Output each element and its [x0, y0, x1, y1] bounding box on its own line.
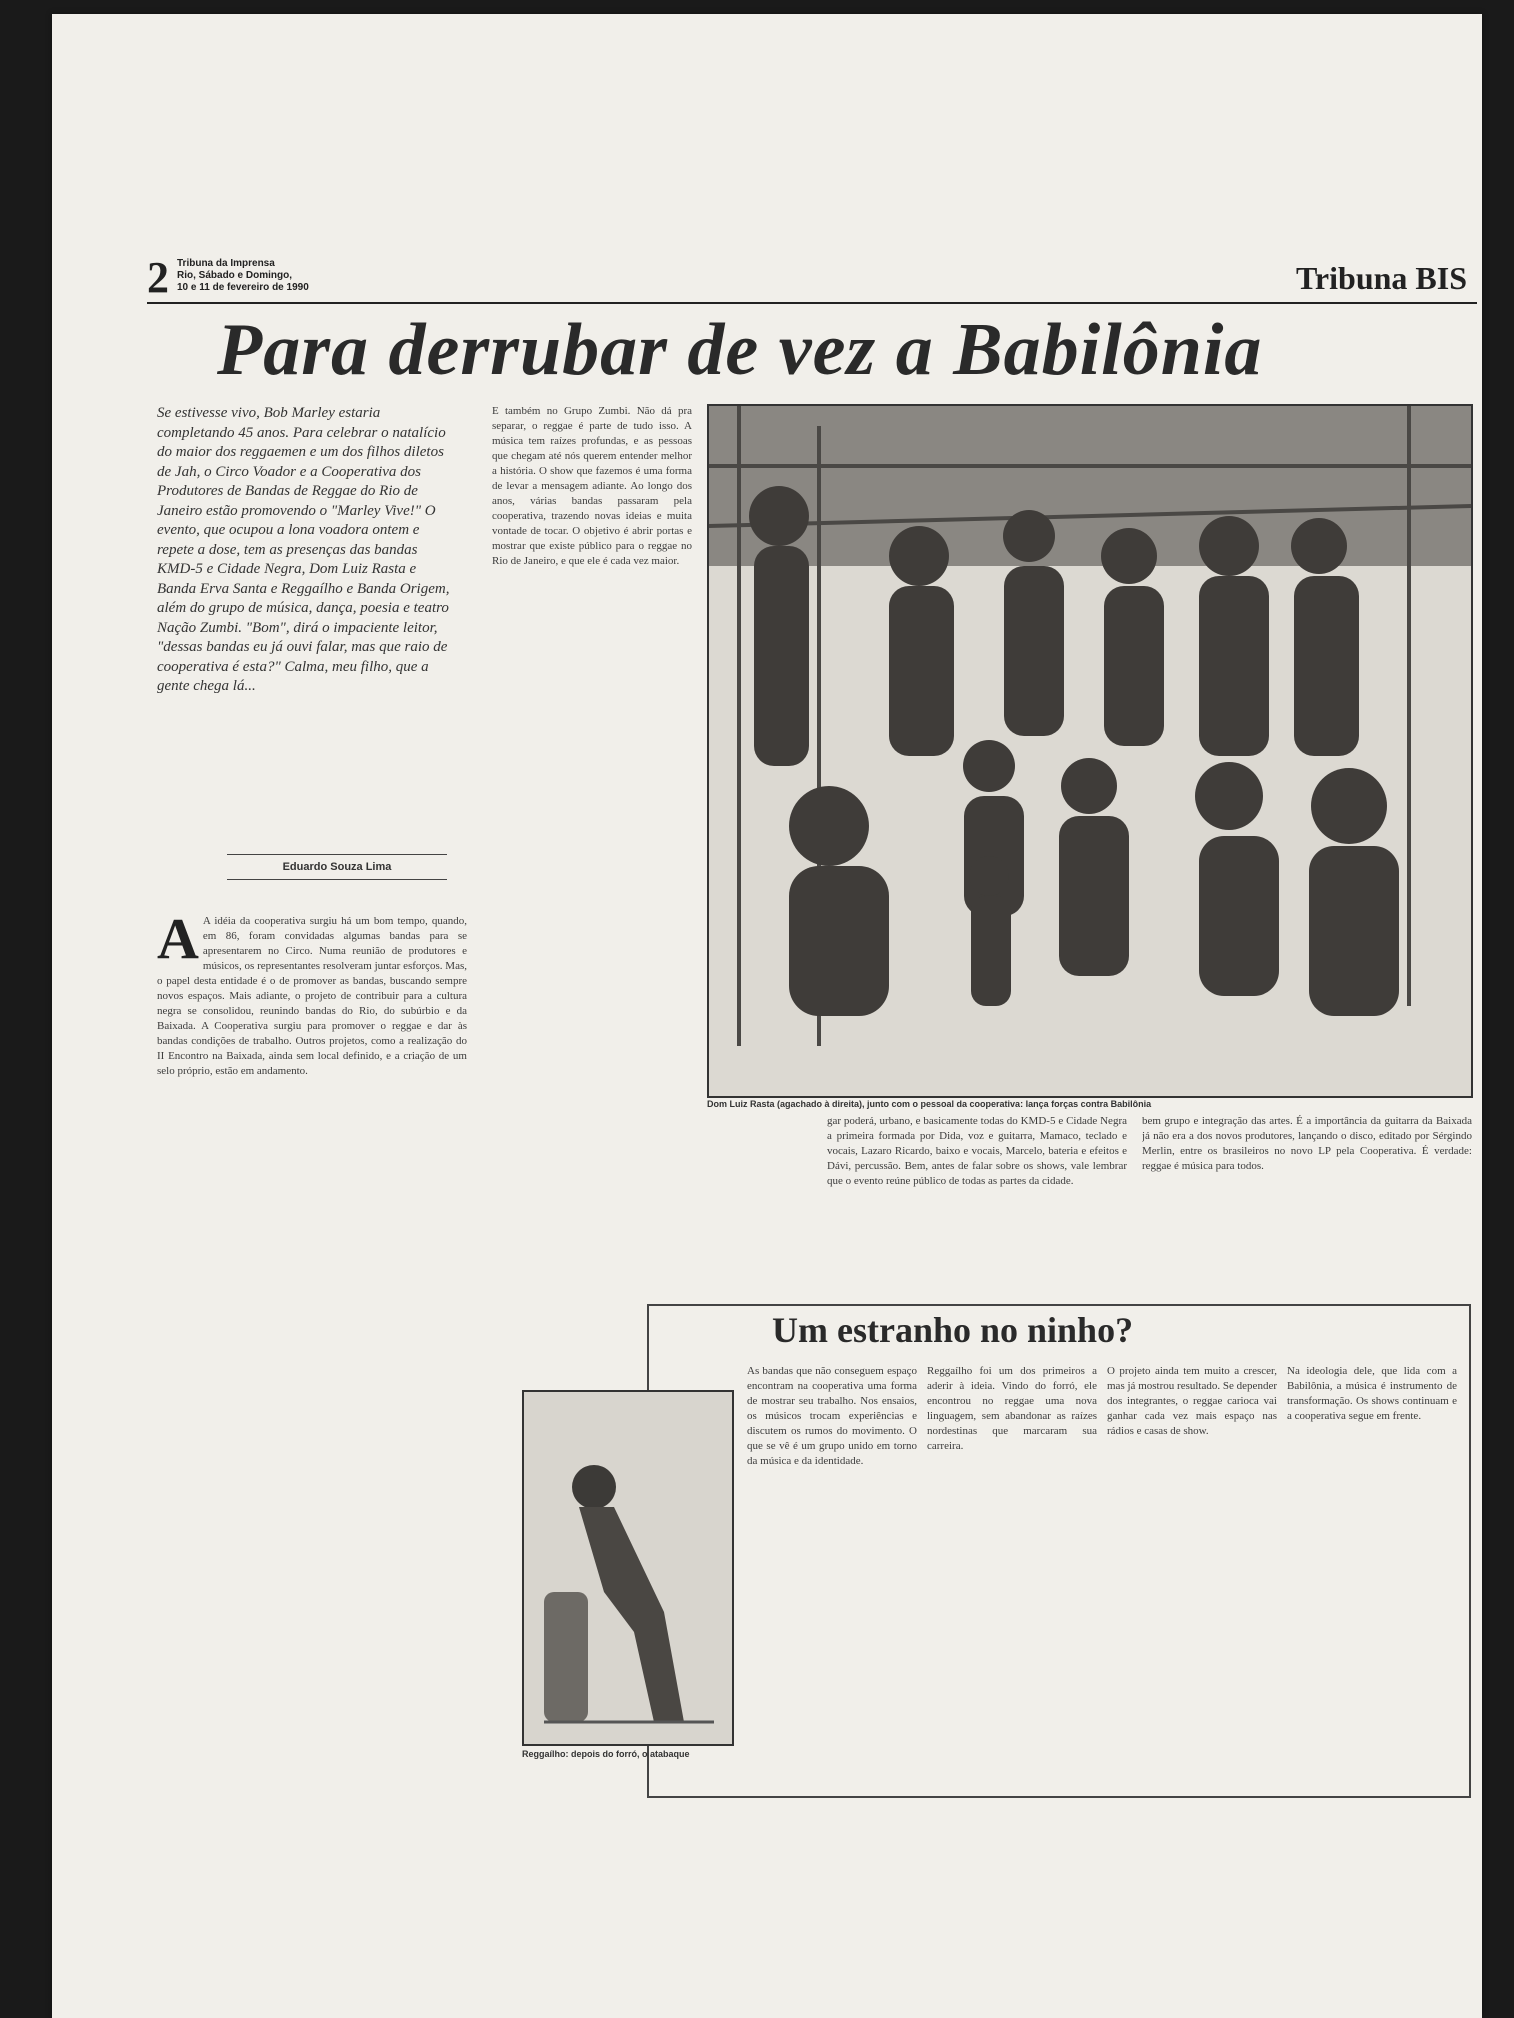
group-photo [707, 404, 1473, 1098]
masthead-info: Tribuna da Imprensa Rio, Sábado e Domingo, 10 e 11 de fevereiro de 1990 [177, 258, 309, 293]
sidebar-column-1 [747, 1364, 917, 1784]
sidebar-text: O projeto ainda tem muito a crescer, mas já mostrou resultado. Se depender dos integrantes, o reggae carioca vai ganhar cada vez mais espaço nas rádios e casas de show. [1107, 1365, 1277, 1437]
headline: Para derrubar de vez a Babilônia [217, 309, 1263, 391]
photo-caption: Dom Luiz Rasta (agachado à direita), junto com o pessoal da cooperativa: lança forças contra Babilônia [707, 1099, 1152, 1109]
article-text: gar poderá, urbano, e basicamente todas do KMD-5 e Cidade Negra a primeira formada por Dida, voz e guitarra, Mamaco, teclado e vocais, Lazaro Ricardo, baixo e vocais, Marcelo, bateria e efeitos e Dávi, percussão. Bem, antes de falar sobre os shows, vale lembrar que o evento reúne público de todas as partes da cidade. [827, 1115, 1127, 1187]
article-column-4 [1142, 1114, 1472, 1294]
article-text: bem grupo e integração das artes. É a importância da guitarra da Baixada já não era a dos novos produtores, lançando o disco, editado por Sérgindo Merlin, entre os brasileiros no novo LP pela Cooperativa. É verdade: reggae é música para todos. [1142, 1115, 1472, 1172]
lede-paragraph: Se estivesse vivo, Bob Marley estaria completando 45 anos. Para celebrar o natalício do maior dos reggaemen e um dos filhos diletos de Jah, o Circo Voador e a Cooperativa dos Produtores de Bandas de Reggae do Rio de Janeiro estão promovendo o "Marley Vive!" O evento, que ocupou a lona voadora ontem e repete a dose, tem as presenças das bandas KMD-5 e Cidade Negra, Dom Luiz Rasta e Banda Erva Santa e Reggaílho e Banda Origem, além do grupo de música, dança, poesia e teatro Nação Zumbi. "Bom", dirá o impaciente leitor, "dessas bandas eu já ouvi falar, mas que raio de cooperativa é esta?" Calma, meu filho, que a gente chega lá... [157, 405, 450, 694]
section-name: Tribuna BIS [1295, 260, 1467, 296]
masthead [147, 254, 1477, 304]
newspaper-clipping [147, 254, 1477, 1804]
page-number: 2 [147, 253, 169, 302]
sidebar-title: Um estranho no ninho? [772, 1310, 1134, 1350]
article-column-2 [492, 404, 692, 1234]
sidebar-column-3 [1107, 1364, 1277, 1784]
dropcap: A [157, 914, 199, 971]
sidebar-column-2 [927, 1364, 1097, 1784]
article-column-3 [827, 1114, 1127, 1294]
drummer-photo [522, 1390, 734, 1746]
article-column-1 [157, 914, 467, 1774]
article-text: A idéia da cooperativa surgiu há um bom tempo, quando, em 86, foram convidadas algumas bandas para se apresentarem no Circo. Numa reunião de produtores e músicos, os representantes resolveram juntar esforços. Mas, o papel desta entidade é o de promover as bandas, buscando sempre novos espaços. Mais adiante, o projeto de contribuir para a cultura negra se consolidou, reunindo bandas do Rio, do subúrbio e da Baixada. A Cooperativa surgiu para promover o reggae e dar às bandas condições de trabalho. Outros projetos, como a realização do II Encontro na Baixada, ainda sem local definido, e a criação de um selo próprio, estão em andamento. [157, 915, 467, 1077]
newspaper-page [52, 14, 1482, 2018]
sidebar-text: As bandas que não conseguem espaço encontram na cooperativa uma forma de mostrar seu trabalho. Nos ensaios, os músicos trocam experiências e discutem os rumos do movimento. O que se vê é um grupo unido em torno da música e da identidade. [747, 1365, 917, 1467]
article-text: E também no Grupo Zumbi. Não dá pra separar, o reggae é parte de tudo isso. A música tem raízes profundas, e as pessoas que chegam até nós querem entender melhor a história. O show que fazemos é uma forma de levar a mensagem adiante. Ao longo dos anos, várias bandas passaram pela cooperativa, trazendo novas ideias e muita vontade de tocar. O objetivo é abrir portas e mostrar que existe público para o reggae no Rio de Janeiro, e que ele é cada vez maior. [492, 405, 692, 567]
sidebar-text: Reggaílho foi um dos primeiros a aderir à ideia. Vindo do forró, ele encontrou no reggae uma nova linguagem, sem abandonar as raízes nordestinas que marcaram sua carreira. [927, 1365, 1097, 1452]
sidebar-text: Na ideologia dele, que lida com a Babilônia, a música é instrumento de transformação. Os shows continuam e a cooperativa segue em frente. [1287, 1365, 1457, 1422]
byline: Eduardo Souza Lima [227, 854, 447, 880]
sidebar-column-4 [1287, 1364, 1457, 1784]
drummer-photo-caption: Reggaílho: depois do forró, o atabaque [522, 1749, 690, 1759]
